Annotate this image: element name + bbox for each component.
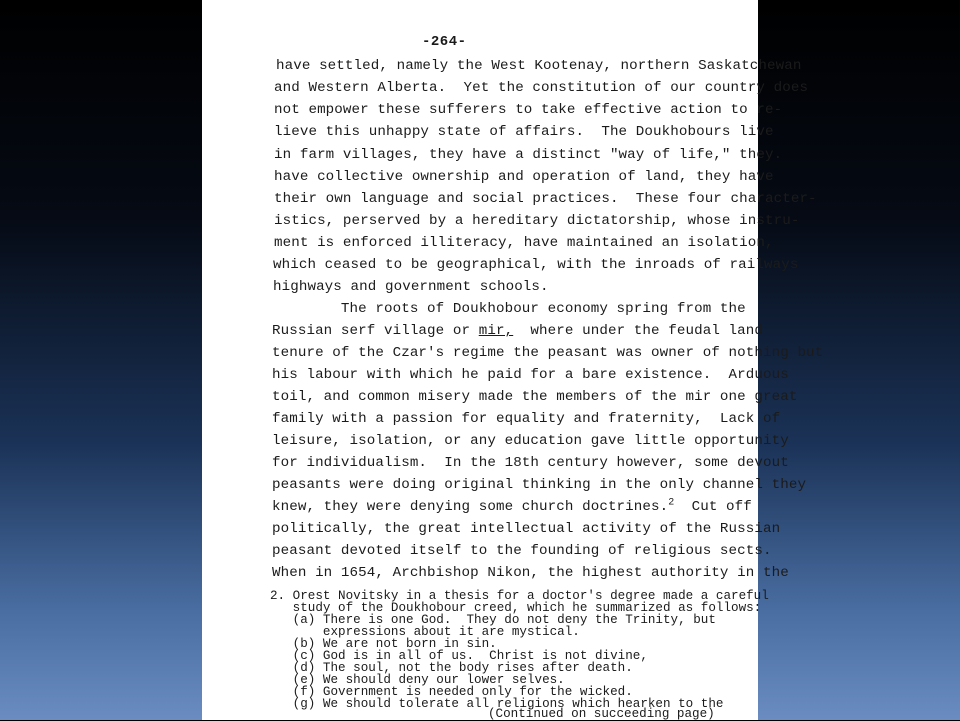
text-line: When in 1654, Archbishop Nikon, the highest authority in the	[272, 565, 789, 581]
text-line: politically, the great intellectual activity of the Russian	[272, 521, 781, 537]
text-line: istics, perserved by a hereditary dictatorship, whose instru-	[274, 213, 800, 229]
text-line: for individualism. In the 18th century however, some devout	[272, 455, 789, 471]
text-line: toil, and common misery made the members of the mir one great	[272, 389, 798, 405]
footnote-line: study of the Doukhobour creed, which he summarized as follows:	[270, 601, 762, 615]
text-line: highways and government schools.	[273, 279, 549, 295]
footnote-line: (e) We should deny our lower selves.	[270, 673, 565, 687]
underlined-term: mir,	[478, 323, 514, 339]
text-line: The roots of Doukhobour economy spring from the	[272, 301, 746, 317]
text-run: Russian serf village or	[272, 323, 479, 339]
text-line: family with a passion for equality and fraternity, Lack of	[272, 411, 781, 427]
text-run: Cut off	[674, 499, 752, 515]
footnote-line: (g) We should tolerate all religions which hearken to the	[270, 697, 724, 711]
text-line	[272, 499, 752, 515]
footnote-line: (d) The soul, not the body rises after death.	[270, 661, 633, 675]
footnote-line: 2. Orest Novitsky in a thesis for a doctor's degree made a careful	[270, 589, 769, 603]
text-line: and Western Alberta. Yet the constitution of our country does	[274, 80, 809, 96]
document-page	[202, 0, 824, 721]
text-line: ment is enforced illiteracy, have maintained an isolation,	[274, 235, 774, 251]
text-line: have settled, namely the West Kootenay, northern Saskatchewan	[276, 58, 802, 74]
text-line: tenure of the Czar's regime the peasant was owner of nothing but	[272, 345, 824, 361]
footnote-line: (a) There is one God. They do not deny the Trinity, but	[270, 613, 716, 627]
text-line: their own language and social practices. These four character-	[274, 191, 817, 207]
text-line: peasants were doing original thinking in the only channel they	[272, 477, 807, 493]
footnote-line: (f) Government is needed only for the wicked.	[270, 685, 633, 699]
text-line: have collective ownership and operation of land, they have	[274, 169, 774, 185]
text-run: knew, they were denying some church doctrines.	[272, 499, 669, 515]
footnote-mark: 2	[668, 497, 675, 509]
footnote-line: (c) God is in all of us. Christ is not divine,	[270, 649, 648, 663]
text-line	[272, 323, 763, 339]
text-line: not empower these sufferers to take effective action to re-	[274, 102, 783, 118]
text-line: leisure, isolation, or any education gave little opportunity	[272, 433, 789, 449]
text-line: which ceased to be geographical, with the inroads of railways	[273, 257, 799, 273]
text-line: peasant devoted itself to the founding of religious sects.	[272, 543, 772, 559]
text-line: his labour with which he paid for a bare existence. Arduous	[272, 367, 789, 383]
footnote-line: expressions about it are mystical.	[270, 625, 580, 639]
text-line: in farm villages, they have a distinct "way of life," they.	[274, 147, 783, 163]
text-line: lieve this unhappy state of affairs. The Doukhobours live	[274, 124, 774, 140]
continued-note: (Continued on succeeding page)	[488, 707, 715, 721]
text-run: where under the feudal land	[513, 323, 764, 339]
footnote-line: (b) We are not born in sin.	[270, 637, 497, 651]
page-number: -264-	[422, 34, 467, 50]
